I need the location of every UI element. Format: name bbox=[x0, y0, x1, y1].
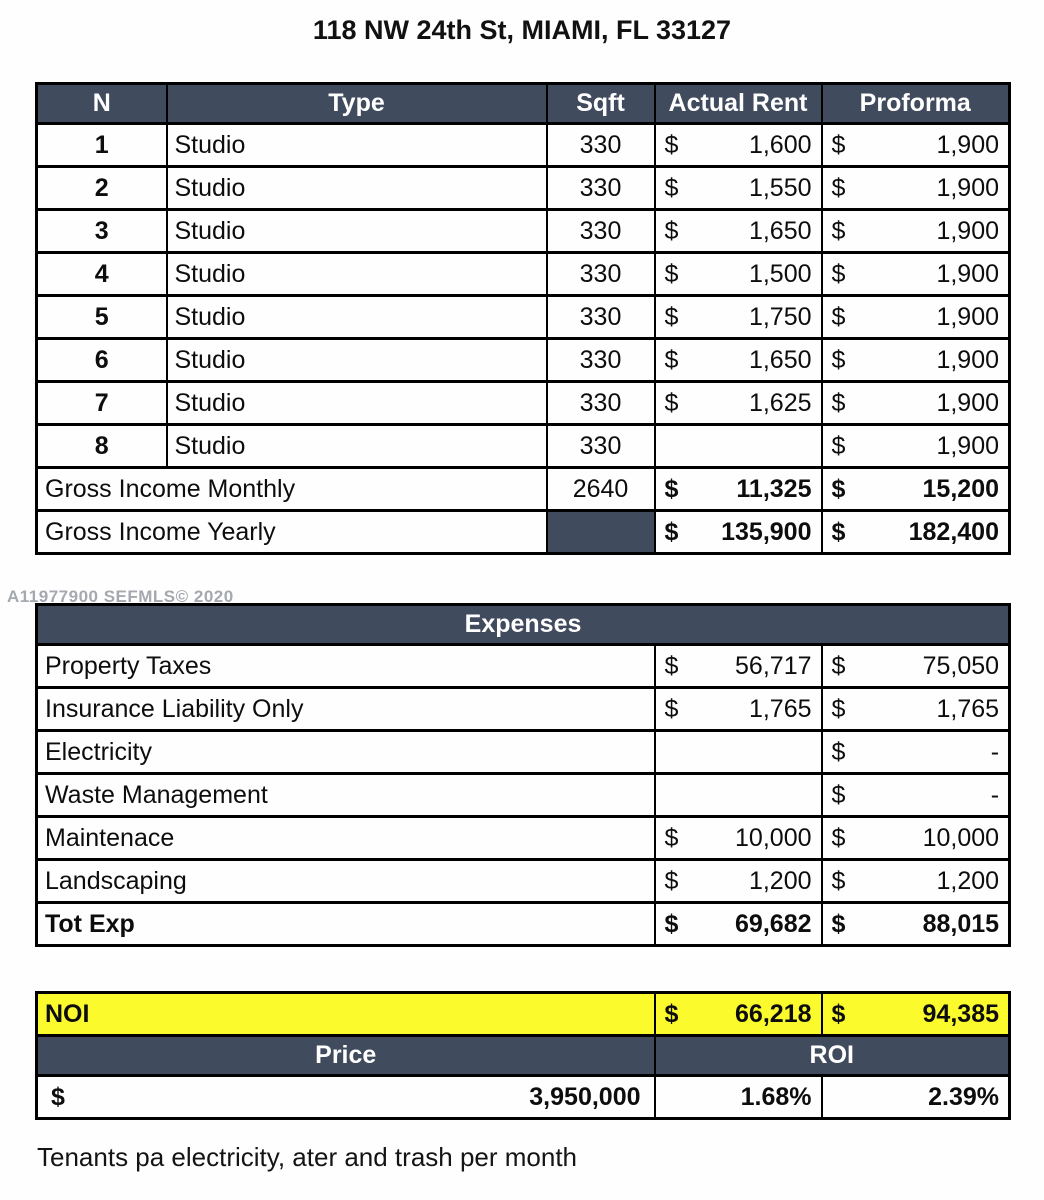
expense-proforma-cell bbox=[822, 817, 1010, 860]
currency-symbol: $ bbox=[831, 651, 846, 680]
currency-symbol: $ bbox=[831, 999, 846, 1028]
currency-symbol: $ bbox=[831, 345, 846, 374]
amount: 135,900 bbox=[721, 517, 812, 546]
price-header: Price bbox=[37, 1036, 655, 1076]
amount: 1,900 bbox=[936, 431, 999, 460]
currency-symbol: $ bbox=[831, 517, 846, 546]
n-cell: 7 bbox=[37, 382, 167, 425]
blank-dark-cell bbox=[547, 511, 655, 554]
amount: 94,385 bbox=[922, 999, 999, 1028]
unit-row bbox=[37, 167, 1010, 210]
gross-income-yearly-row bbox=[37, 511, 1010, 554]
currency-symbol: $ bbox=[831, 737, 846, 766]
currency-symbol: $ bbox=[831, 694, 846, 723]
units-header-row bbox=[37, 84, 1010, 124]
n-cell: 2 bbox=[37, 167, 167, 210]
expense-label: Waste Management bbox=[37, 774, 655, 817]
sqft-cell: 330 bbox=[547, 167, 655, 210]
roi-header: ROI bbox=[655, 1036, 1010, 1076]
roi-actual-cell: 1.68% bbox=[655, 1076, 822, 1119]
proforma-cell bbox=[822, 296, 1010, 339]
actual-rent-cell bbox=[655, 253, 822, 296]
currency-symbol: $ bbox=[664, 823, 679, 852]
amount: 1,650 bbox=[748, 216, 812, 245]
amount: 1,900 bbox=[936, 173, 999, 202]
currency-symbol: $ bbox=[831, 866, 846, 895]
type-cell: Studio bbox=[167, 253, 547, 296]
currency-symbol: $ bbox=[831, 216, 846, 245]
proforma-cell bbox=[822, 425, 1010, 468]
total-expenses-proforma-cell bbox=[822, 903, 1010, 946]
type-cell: Studio bbox=[167, 382, 547, 425]
expense-proforma-cell bbox=[822, 688, 1010, 731]
actual-rent-cell bbox=[655, 210, 822, 253]
expense-actual-cell-empty bbox=[655, 731, 822, 774]
amount: 10,000 bbox=[735, 823, 812, 852]
actual-rent-cell-empty bbox=[655, 425, 822, 468]
expense-row bbox=[37, 860, 1010, 903]
gross-yearly-proforma-cell bbox=[822, 511, 1010, 554]
currency-symbol: $ bbox=[831, 909, 846, 938]
actual-rent-cell bbox=[655, 382, 822, 425]
expense-proforma-cell bbox=[822, 860, 1010, 903]
sqft-cell: 330 bbox=[547, 210, 655, 253]
amount: 1,550 bbox=[748, 173, 812, 202]
expense-actual-cell bbox=[655, 860, 822, 903]
gross-yearly-actual-cell bbox=[655, 511, 822, 554]
total-expenses-label: Tot Exp bbox=[37, 903, 655, 946]
currency-symbol: $ bbox=[664, 999, 679, 1028]
noi-label: NOI bbox=[37, 993, 655, 1036]
expense-actual-cell-empty bbox=[655, 774, 822, 817]
header-sqft: Sqft bbox=[547, 84, 655, 124]
amount: 1,900 bbox=[936, 216, 999, 245]
expense-proforma-cell bbox=[822, 731, 1010, 774]
n-cell: 4 bbox=[37, 253, 167, 296]
proforma-cell bbox=[822, 210, 1010, 253]
expenses-header: Expenses bbox=[37, 605, 1010, 645]
expense-row bbox=[37, 645, 1010, 688]
n-cell: 8 bbox=[37, 425, 167, 468]
actual-rent-cell bbox=[655, 296, 822, 339]
amount: 11,325 bbox=[736, 474, 812, 503]
unit-row bbox=[37, 296, 1010, 339]
amount: - bbox=[990, 737, 1000, 766]
unit-row bbox=[37, 382, 1010, 425]
type-cell: Studio bbox=[167, 210, 547, 253]
n-cell: 3 bbox=[37, 210, 167, 253]
amount: 1,900 bbox=[936, 259, 999, 288]
currency-symbol: $ bbox=[831, 302, 846, 331]
actual-rent-cell bbox=[655, 124, 822, 167]
expense-label: Electricity bbox=[37, 731, 655, 774]
price-cell bbox=[37, 1076, 655, 1119]
expense-proforma-cell bbox=[822, 774, 1010, 817]
amount: - bbox=[990, 780, 1000, 809]
amount: 88,015 bbox=[922, 909, 1000, 938]
sqft-cell: 330 bbox=[547, 124, 655, 167]
expenses-table bbox=[35, 603, 1011, 947]
sqft-cell: 330 bbox=[547, 339, 655, 382]
currency-symbol: $ bbox=[831, 130, 846, 159]
expense-row bbox=[37, 688, 1010, 731]
unit-row bbox=[37, 124, 1010, 167]
n-cell: 1 bbox=[37, 124, 167, 167]
currency-symbol: $ bbox=[831, 474, 846, 503]
amount: 1,750 bbox=[748, 302, 812, 331]
type-cell: Studio bbox=[167, 339, 547, 382]
amount: 1,500 bbox=[748, 259, 812, 288]
proforma-cell bbox=[822, 124, 1010, 167]
sqft-cell: 330 bbox=[547, 382, 655, 425]
n-cell: 6 bbox=[37, 339, 167, 382]
summary-table bbox=[35, 991, 1011, 1120]
actual-rent-cell bbox=[655, 167, 822, 210]
currency-symbol: $ bbox=[664, 517, 679, 546]
type-cell: Studio bbox=[167, 296, 547, 339]
amount: 1,200 bbox=[936, 866, 1000, 895]
unit-row bbox=[37, 425, 1010, 468]
amount: 10,000 bbox=[922, 823, 1000, 852]
proforma-cell bbox=[822, 339, 1010, 382]
amount: 56,717 bbox=[735, 651, 812, 680]
noi-row bbox=[37, 993, 1010, 1036]
type-cell: Studio bbox=[167, 124, 547, 167]
total-expenses-row bbox=[37, 903, 1010, 946]
currency-symbol: $ bbox=[664, 259, 679, 288]
currency-symbol: $ bbox=[664, 345, 679, 374]
expense-row bbox=[37, 774, 1010, 817]
gross-monthly-proforma-cell bbox=[822, 468, 1010, 511]
expense-label: Property Taxes bbox=[37, 645, 655, 688]
amount: 66,218 bbox=[735, 999, 812, 1028]
gross-monthly-label: Gross Income Monthly bbox=[37, 468, 547, 511]
header-n: N bbox=[37, 84, 167, 124]
type-cell: Studio bbox=[167, 425, 547, 468]
expense-actual-cell bbox=[655, 688, 822, 731]
amount: 1,600 bbox=[748, 130, 812, 159]
sqft-cell: 330 bbox=[547, 296, 655, 339]
expense-label: Insurance Liability Only bbox=[37, 688, 655, 731]
amount: 1,900 bbox=[936, 302, 999, 331]
header-actual-rent: Actual Rent bbox=[655, 84, 822, 124]
amount: 1,625 bbox=[748, 388, 812, 417]
currency-symbol: $ bbox=[664, 302, 679, 331]
amount: 75,050 bbox=[922, 651, 1000, 680]
price-roi-value-row bbox=[37, 1076, 1010, 1119]
unit-row bbox=[37, 339, 1010, 382]
price-roi-header-row bbox=[37, 1036, 1010, 1076]
currency-symbol: $ bbox=[831, 823, 846, 852]
currency-symbol: $ bbox=[831, 388, 846, 417]
currency-symbol: $ bbox=[664, 694, 679, 723]
sqft-cell: 330 bbox=[547, 253, 655, 296]
expense-proforma-cell bbox=[822, 645, 1010, 688]
currency-symbol: $ bbox=[664, 651, 679, 680]
unit-row bbox=[37, 210, 1010, 253]
roi-proforma-cell: 2.39% bbox=[822, 1076, 1010, 1119]
amount: 1,650 bbox=[748, 345, 812, 374]
amount: 69,682 bbox=[735, 909, 812, 938]
amount: 1,765 bbox=[936, 694, 1000, 723]
mls-watermark: A11977900 SEFMLS© 2020 bbox=[7, 587, 234, 606]
proforma-cell bbox=[822, 167, 1010, 210]
header-type: Type bbox=[167, 84, 547, 124]
sqft-cell: 330 bbox=[547, 425, 655, 468]
expense-label: Maintenace bbox=[37, 817, 655, 860]
expense-actual-cell bbox=[655, 645, 822, 688]
currency-symbol: $ bbox=[664, 866, 679, 895]
type-cell: Studio bbox=[167, 167, 547, 210]
proforma-cell bbox=[822, 382, 1010, 425]
amount: 15,200 bbox=[922, 474, 999, 503]
currency-symbol: $ bbox=[831, 259, 846, 288]
expenses-header-row bbox=[37, 605, 1010, 645]
header-proforma: Proforma bbox=[822, 84, 1010, 124]
currency-symbol: $ bbox=[664, 130, 679, 159]
currency-symbol: $ bbox=[664, 388, 679, 417]
proforma-cell bbox=[822, 253, 1010, 296]
amount: 182,400 bbox=[908, 517, 999, 546]
tenants-footnote: Tenants pa electricity, ater and trash per month bbox=[37, 1142, 578, 1172]
total-sqft-cell: 2640 bbox=[547, 468, 655, 511]
page-title: 118 NW 24th St, MIAMI, FL 33127 bbox=[312, 15, 732, 45]
noi-actual-cell bbox=[655, 993, 822, 1036]
amount: 1,765 bbox=[748, 694, 812, 723]
expense-row bbox=[37, 817, 1010, 860]
gross-yearly-label: Gross Income Yearly bbox=[37, 511, 547, 554]
currency-symbol: $ bbox=[664, 173, 679, 202]
total-expenses-actual-cell bbox=[655, 903, 822, 946]
expense-row bbox=[37, 731, 1010, 774]
currency-symbol: $ bbox=[664, 909, 679, 938]
price-value: 3,950,000 bbox=[529, 1082, 641, 1111]
gross-monthly-actual-cell bbox=[655, 468, 822, 511]
amount: 1,900 bbox=[936, 345, 999, 374]
unit-row bbox=[37, 253, 1010, 296]
currency-symbol: $ bbox=[831, 173, 846, 202]
actual-rent-cell bbox=[655, 339, 822, 382]
currency-symbol: $ bbox=[664, 216, 679, 245]
currency-symbol: $ bbox=[831, 780, 846, 809]
currency-symbol: $ bbox=[664, 474, 679, 503]
n-cell: 5 bbox=[37, 296, 167, 339]
expense-label: Landscaping bbox=[37, 860, 655, 903]
amount: 1,200 bbox=[748, 866, 812, 895]
currency-symbol: $ bbox=[831, 431, 846, 460]
amount: 1,900 bbox=[936, 130, 999, 159]
expense-actual-cell bbox=[655, 817, 822, 860]
amount: 1,900 bbox=[936, 388, 999, 417]
gross-income-monthly-row bbox=[37, 468, 1010, 511]
units-table bbox=[35, 82, 1011, 555]
noi-proforma-cell bbox=[822, 993, 1010, 1036]
currency-symbol: $ bbox=[51, 1082, 65, 1111]
